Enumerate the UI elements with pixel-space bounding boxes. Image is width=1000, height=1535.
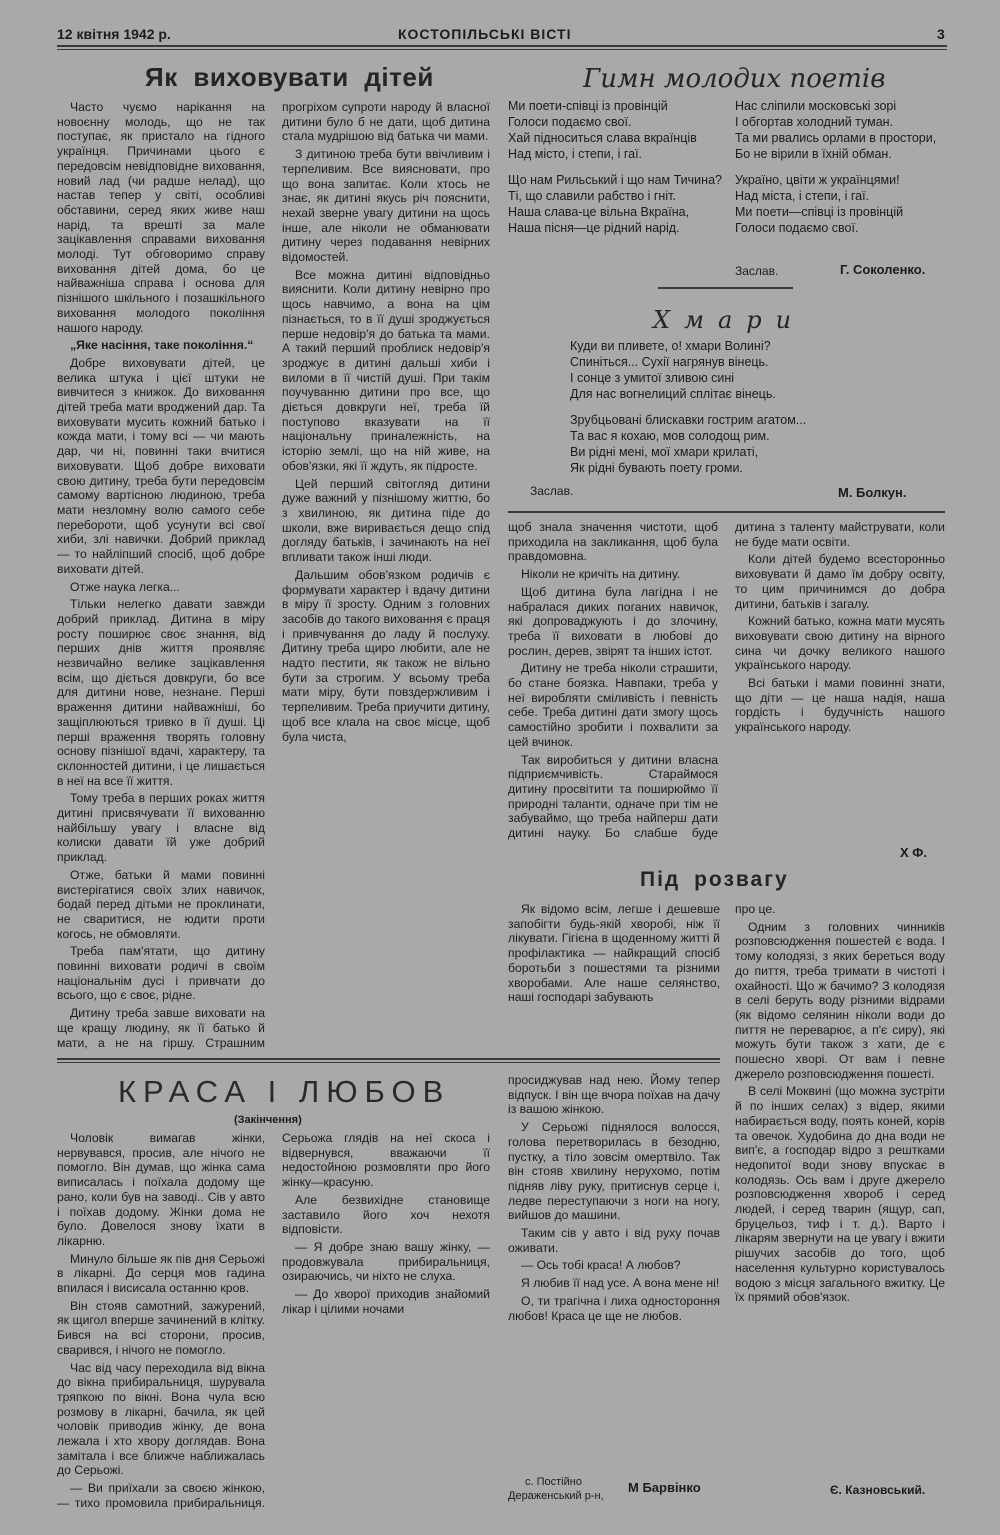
poem-clouds — [570, 338, 890, 476]
article-subtitle: (Закінчення) — [234, 1114, 302, 1126]
paragraph: Дитину не треба ніколи страшити, бо стане боязка. Навпаки, треба у неї виробляти сміливість і певність себе. Треба дитині дати змогу щось самостійно зробити і похвалити за цей вчинок. — [508, 661, 718, 749]
paragraph: Кожний батько, кожна мати мусять виховувати свою дитину на вірного сина чи дочку великого нашого українського народу. — [735, 614, 945, 673]
paragraph: — Ось тобі краса! А любов? — [521, 1258, 681, 1273]
article-title-how-to-raise-children: Як виховувати дітей — [145, 62, 434, 92]
paragraph: „Яке насіння, таке покоління.“ — [70, 338, 254, 353]
paragraph: Дитину треба завше виховати на ще кращу людину, як її батько й мати, а не на гіршу. Страшним прогріхом супроти народу й власної дитини було б не дати, щоб дитина стала мудрішою від батька чи мами. — [57, 100, 490, 1050]
poem-line: Та вас я кохаю, мов солодощ рим. — [570, 429, 770, 443]
author-place-line2: Дераженський р-н, — [508, 1490, 604, 1502]
poem-title-clouds: Хмари — [653, 306, 806, 334]
article-author: М Барвінко — [628, 1480, 701, 1495]
article-title-beauty-and-love: КРАСА І ЛЮБОВ — [118, 1074, 451, 1109]
paragraph: Як відомо всім, легше і дешевше запобігти будь-якій хворобі, ніж її лікувати. Гігієна в щоденному житті й профілактика — найкращий спосіб боротьби з пошестями та різними хворобами. Але наше селянство, наші господарі забувають — [508, 902, 720, 1005]
paragraph: Всі батьки і мами повинні знати, що діти — це наша надія, наша гордість і будучність нашого українського народу. — [735, 676, 945, 735]
poem-line: Голоси подаємо свої. — [508, 115, 632, 129]
poem-line: І сонце з умитої зливою сині — [570, 371, 735, 385]
poem-line: Хай підноситься слава вкраїнців — [508, 131, 697, 145]
poem-line: Куди ви пливете, о! хмари Волині? — [570, 339, 771, 353]
poem-line: І обгортав холодний туман. — [735, 115, 894, 129]
separator-rule — [658, 287, 793, 289]
article2-right-column — [735, 902, 945, 1308]
paragraph: просиджував над нею. Йому тепер відпуск. І він ще вчора поїхав на дачу із вашою жінкою. — [508, 1073, 720, 1117]
article-body-part2 — [508, 520, 945, 850]
paragraph: — Ви приїхали за своєю жінкою, — тихо промовила прибиральниця. Серьожа глядів на неї скоса і відвернувся, вважаючи її недостойною розмовляти про його жінку—красуню. — [57, 1131, 490, 1510]
paragraph: Тільки нелегко давати завжди добрий приклад. Дитина в міру росту поширює своє знання, від перших днів життя проявляє незвичайно велике зацікавлення всім, що діється довкруги, бо все для дитини нове, незнане. Перші враження дитини найважніші, бо защіплюються тривко в її душі. Ці перші враження творять головну основу пізнішої вдачі, характеру, та склонностей дитини, і це лишається в неї на все її життя. — [57, 597, 265, 788]
page-number: 3 — [937, 26, 945, 42]
poem-line: Наша пісня—це рідний нарід. — [508, 221, 680, 235]
poem-line: Над міста, і степи, і гаї. — [735, 189, 870, 203]
paragraph: — Я добре знаю вашу жінку, — продовжувала прибиральниця, озираючись, чи ніхто не слуха. — [282, 1239, 490, 1284]
article3-body-part2 — [508, 1073, 720, 1326]
issue-date: 12 квітня 1942 р. — [57, 26, 171, 42]
poem-line: Нас сліпили московські зорі — [735, 99, 897, 113]
paragraph: Одним з головних чинників розповсюдження пошестей є вода. І тому колодязі, з яких береться воду до пиття, треба тримати в чистоті і охайності. Що ж бачимо? З колодязя в селі беруть воду різними відрами (як відомо селянин ніколи води до пиття не переварює, а п'є сиру), які можуть бути також з хати, де є пошесно хворі. От вам і певне джерело розповсюдження пошесті. — [735, 919, 945, 1081]
author-place-line1: с. Постійно — [525, 1476, 582, 1488]
paragraph: Щоб дитина була лагідна і не набралася диких поганих навичок, які допроваджують і до злочину, треба її виховати в любові до рослин, дерев, звірят та інших істот. — [508, 584, 718, 658]
paragraph: Дальшим обов'язком родичів є формувати характер і вдачу дитини в міру її зросту. Одним з головних засобів до такого виховання є праця і привчування до ладу й послуху. Дитину треба щиро любити, але не надто пестити, як також не вільно бути за строгим. У всьому треба мати міру, бути повздержливим і терпеливим. Треба приучити дитину, щоб все клала на своє місце, щоб була чиста, — [282, 567, 490, 744]
article-signature: Є. Казновський. — [830, 1483, 926, 1497]
paragraph: Добре виховувати дітей, це велика штука і цієї штуки не вивчитеся з книжок. До виховання дітей треба мати вроджений дар. Та виховувати мусить кожний батько і кожда мати, і тому всі — чи мають дар, чи ні, повинні таки вчитися виховувати. Щоб добре виховати свою дитину, треба бути передовсім самому вартісною людиною, треба мати незломну волю самого себе перебороти, щоб усунути всі свої хиби, злі навички. Добрий приклад — то найліпший спосіб, щоб добре виховати дітей. — [57, 355, 265, 576]
paragraph: Він стояв самотний, зажурений, як щигол вперше зачинений в клітку. Бився на всі сторони, просив, сварився, і нічого не помогло. — [57, 1298, 265, 1357]
poem-title-hymn: Гимн молодих поетів — [583, 64, 886, 94]
poem-line: Ви рідні мені, мої хмари крилаті, — [570, 445, 759, 459]
paragraph: Я любив її над усе. А вона мене ні! — [521, 1276, 720, 1291]
paragraph: Час від часу переходила від вікна до вікна прибиральниця, шурувала тряпкою по вікні. Вона чула всю розмову в лікарні, бачила, як цей чоловік приводив жінку, де вона лежала і хто хвору доглядав. Вона замітала і все ближче наближалась до Серьожі. — [57, 1360, 265, 1478]
paragraph: Коли дітей будемо всесторонньо виховувати й дамо їм добру освіту, то цим причинимся до добра дитини, батьків і загалу. — [735, 552, 945, 611]
poem-place: Заслав. — [530, 484, 574, 498]
paragraph: Так виробиться у дитини власна підприємчивість. Стараймося дитину просвітити та поширюймо її природні таланти, одначе при тім не забуваймо, що треба найперш дати дитині науку. Бо слабше буде дитина з таленту майструвати, коли не буде мати освіти. — [508, 520, 945, 841]
paragraph: Таким сів у авто і від руху почав оживати. — [508, 1226, 720, 1255]
article3-body-part1 — [57, 1131, 490, 1511]
paragraph: У Серьожі піднялося волосся, голова перетворилась в безодню, пустку, а тіло зовсім омертвіло. Так він стояв хвилину нерухомо, потім підняв ліву руку, притиснув серце і, ледве переступаючи з ноги на ногу, вийшов до машини. — [508, 1120, 720, 1223]
paragraph: Але безвихідне становище заставило його хоч нехотя відповісти. — [282, 1192, 490, 1237]
paragraph: Ніколи не кричіть на дитину. — [521, 567, 681, 582]
poem-line: Для нас вогнелиций сплітає вінець. — [570, 387, 776, 401]
paragraph: щоб знала значення чистоти, щоб приходила на закликання, щоб була правдомовна. — [508, 520, 718, 564]
section-rule — [57, 1058, 720, 1060]
paragraph: Отже, батьки й мами повинні вистерігатися своїх злих навичок, бодай перед дітьми не проклинати, не сваритися, не юдити проти когось, не обмовляти. — [57, 867, 265, 941]
poem-line: Ті, що славили рабство і гніт. — [508, 189, 676, 203]
poem-author: Г. Соколенко. — [840, 262, 926, 277]
poem-line: Ми поети-співці із провінцій — [508, 99, 668, 113]
article-signature: Х Ф. — [900, 845, 927, 860]
paragraph: про це. — [735, 902, 776, 916]
article2-left-column — [508, 902, 720, 1008]
section-rule-thin — [57, 1062, 720, 1063]
paragraph: Отже наука легка... — [70, 579, 180, 594]
poem-hymn-left — [508, 98, 722, 236]
poem-line: Голоси подаємо свої. — [735, 221, 859, 235]
poem-line: Як рідні бувають поету громи. — [570, 461, 743, 475]
header-rule-thin — [57, 49, 947, 50]
paragraph: Цей перший світогляд дитини дуже важний у пізнішому життю, бо з хвилиною, як дитина піде до школи, вже виривається дещо спід догляду батьків, і зачинають на неї впливати також інші люди. — [282, 476, 490, 565]
poem-hymn-right — [735, 98, 947, 236]
header-rule — [57, 45, 947, 47]
poem-line: Ми поети—співці із провінцій — [735, 205, 904, 219]
paragraph: З дитиною треба бути ввічливим і терпеливим. Все виясновати, про що вона запитає. Коли хтось не знає, як дитині якусь річ пояснити, нехай зверне увагу дитини на щось інше, але ніколи не обманювати дитину через подавання невірних відомостей. — [282, 147, 490, 265]
paragraph: Чоловік вимагав жінки, нервувався, просив, але нічого не помогло. Він думав, що жінка сама виписалась і поїхала додому ще рано, коли був на заводі.. Сів у авто і поїхав додому. Жінки дома не було. Довелося знову їхати в лікарню. — [57, 1131, 265, 1248]
paragraph: Треба пам'ятати, що дитину повинні виховати родичі в своїм національнім дусі і привчати до всього, що є своє, рідне. — [57, 944, 265, 1003]
newspaper-title: КОСТОПІЛЬСЬКІ ВІСТІ — [398, 26, 572, 42]
paragraph: Все можна дитині відповідньо вияснити. Коли дитину невірно про щось навчимо, а вона на цім пізнається, то в її душі зроджується перше недовір'я до батька та мами. А такий перший проблиск недовір'я зроджує в дитині дальші хиби і виломи в її чистій душі. При такім поучуванню дитини про все, що діється довкруги неї, треба їй поступово вказувати на її національну приналежність, на історію землі, що на ній живе, на обов'язки, які її ждуть, як підросте. — [282, 267, 490, 473]
poem-line: Що нам Рильський і що нам Тичина? — [508, 173, 722, 187]
poem-line: Бо не вірили в їхній обман. — [735, 147, 892, 161]
poem-line: Україно, цвіти ж українцями! — [735, 173, 900, 187]
poem-line: Спиніться... Сухії нагрянув вінець. — [570, 355, 769, 369]
paragraph: — До хворої приходив знайомий лікар і цілими ночами — [282, 1287, 490, 1316]
poem-line: Та ми рвались орлами в простори, — [735, 131, 937, 145]
paragraph: Минуло більше як пів дня Серьожі в лікарні. До серця мов гадина впилася і висисала останню кров. — [57, 1251, 265, 1296]
poem-line: Над місто, і степи, і гаї. — [508, 147, 643, 161]
poem-line: Наша слава-це вільна Вкраїна, — [508, 205, 690, 219]
paragraph: В селі Моквині (що можна зустріти й по інших селах) з відер, якими набирається воду, поять коней, корів та овечок. Худобина до дна води не вип'є, а господар відро з рештками недопитої води знову впускає в колодязь. Ось вам і друге джерело розповсюдження хвороб і серед людей, і серед тварин (ящур, сап, бруцельоз, тиф і т. д.). Варто і лікарям звернути на це увагу і вжити рішучих засобів до того, щоб населення культурно користувалось водою з місця загального вжитку. Це їх прямий обов'язок. — [735, 1084, 945, 1305]
poem-place: Заслав. — [735, 264, 779, 278]
article-title-for-consideration: Під розвагу — [640, 868, 789, 891]
paragraph: О, ти трагічна і лиха одностороння любов! Краса це ще не любов. — [508, 1293, 720, 1323]
poem-author: М. Болкун. — [838, 485, 907, 500]
article-body-part1 — [57, 100, 490, 1055]
section-rule — [508, 511, 945, 513]
poem-line: Зрубцьовані блискавки гострим агатом... — [570, 413, 807, 427]
paragraph: Тому треба в перших роках життя дитині присвячувати її вихованню найбільшу увагу і власне від колиски давати їй уже добрий приклад. — [57, 791, 265, 865]
paragraph: Часто чуємо нарікання на новоєнну молодь, що не так поступає, як пристало на гідного українця. Причинами цього є передовсім невідповідне виховання, новий лад (чи радше нелад), що настав тепер у світі, особливі обставини, серед яких живе наш нарід, та врешті за мале зацікавлення справами виховання молоді. Тут обговоримо справу виховання дітей дома, бо це найважніша справа і основа для пізнішого шкільного і позашкільного виховання молодого покоління нашого народу. — [57, 100, 265, 335]
